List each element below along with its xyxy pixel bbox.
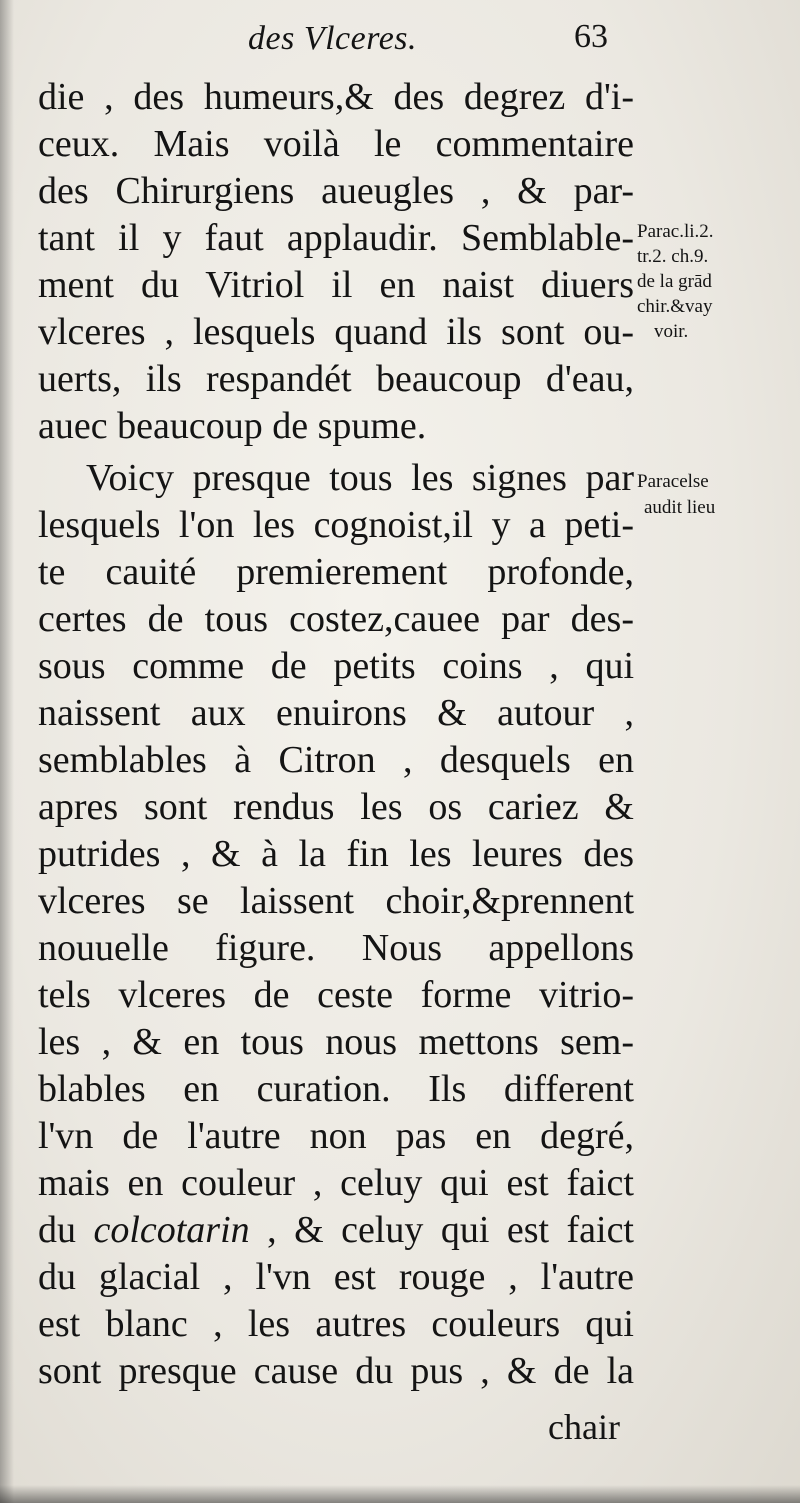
page-left-edge-shadow (0, 0, 14, 1503)
margin-note-line: chir.&vay (637, 296, 713, 317)
text-line: semblables à Citron , desquels en (38, 739, 634, 781)
text-line: certes de tous costez,cauee par des- (38, 598, 634, 640)
page-bottom-edge-shadow (0, 1485, 800, 1503)
text-line: mais en couleur , celuy qui est faict (38, 1162, 634, 1204)
text-line: tant il y faut applaudir. Semblable- (38, 217, 634, 259)
text-line: sous comme de petits coins , qui (38, 645, 634, 687)
margin-note-line: Paracelse (637, 471, 709, 492)
italic-word: colcotarin (93, 1209, 250, 1251)
text-line: tels vlceres de ceste forme vitrio- (38, 974, 634, 1016)
text-line-colcotarin (38, 1207, 634, 1253)
text-line: ceux. Mais voilà le commentaire (38, 123, 634, 165)
page-number: 63 (574, 18, 608, 55)
text-span: du (38, 1209, 94, 1251)
margin-note-line: de la grād (637, 271, 712, 292)
text-line: les , & en tous nous mettons sem- (38, 1021, 634, 1063)
text-line: putrides , & à la fin les leures des (38, 833, 634, 875)
text-line: apres sont rendus les os cariez & (38, 786, 634, 828)
catchword: chair (548, 1407, 620, 1447)
text-line: sont presque cause du pus , & de la (38, 1350, 634, 1392)
text-line: l'vn de l'autre non pas en degré, (38, 1115, 634, 1157)
margin-note-line: voir. (654, 321, 689, 342)
text-line: auec beaucoup de spume. (38, 405, 427, 447)
text-line: te cauité premierement profonde, (38, 551, 634, 593)
text-line: du glacial , l'vn est rouge , l'autre (38, 1256, 634, 1298)
text-line: uerts, ils respandét beaucoup d'eau, (38, 358, 634, 400)
running-title: des Vlceres. (248, 20, 418, 57)
margin-note-line: Parac.li.2. (637, 221, 714, 242)
text-span: , & celuy qui est faict (249, 1209, 634, 1251)
margin-note-line: audit lieu (644, 497, 716, 518)
text-line: lesquels l'on les cognoist,il y a peti- (38, 504, 634, 546)
text-line: die , des humeurs,& des degrez d'i- (38, 76, 634, 118)
text-line: naissent aux enuirons & autour , (38, 692, 634, 734)
text-line: blables en curation. Ils different (38, 1068, 634, 1110)
text-line: vlceres , lesquels quand ils sont ou- (38, 311, 634, 353)
text-line: ment du Vitriol il en naist diuers (38, 264, 634, 306)
text-line: des Chirurgiens aueugles , & par- (38, 170, 634, 212)
text-line: Voicy presque tous les signes par (86, 457, 634, 499)
text-line: est blanc , les autres couleurs qui (38, 1303, 634, 1345)
margin-note-line: tr.2. ch.9. (637, 246, 709, 267)
text-line: vlceres se laissent choir,&prennent (38, 880, 634, 922)
text-line: nouuelle figure. Nous appellons (38, 927, 634, 969)
